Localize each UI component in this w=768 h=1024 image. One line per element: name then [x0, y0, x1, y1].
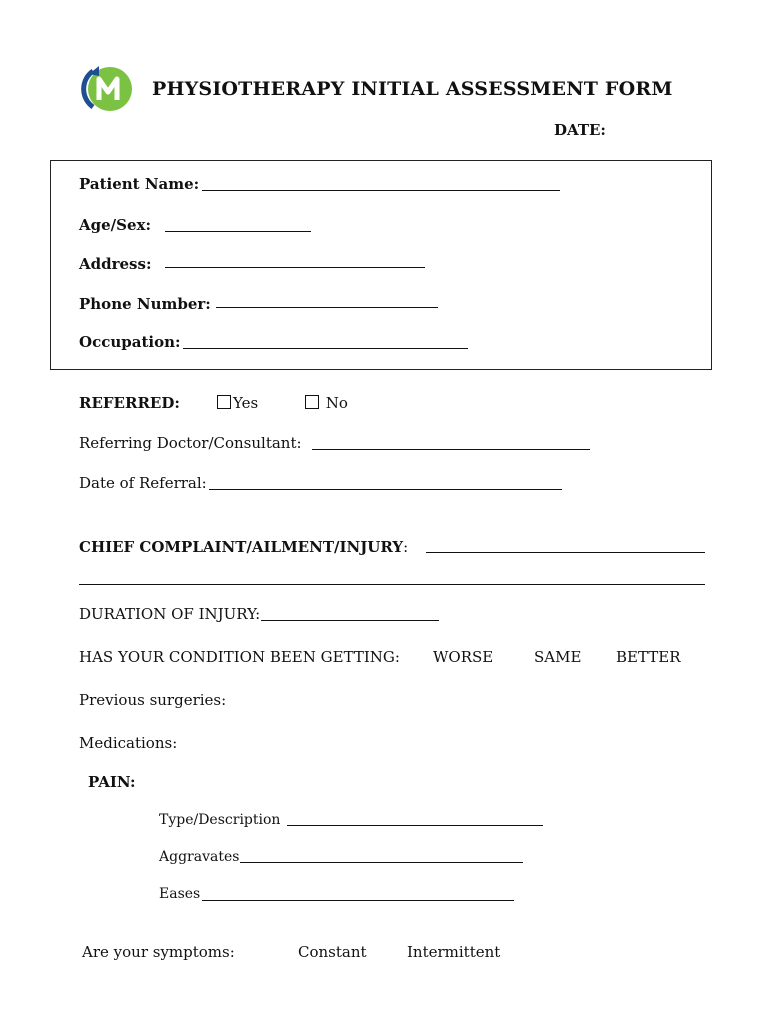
referring-doctor-field[interactable] — [312, 449, 590, 450]
pain-type-label: Type/Description — [159, 812, 281, 828]
pain-eases-field[interactable] — [202, 900, 514, 901]
duration-of-injury-field[interactable] — [261, 620, 439, 621]
phone-number-field[interactable] — [216, 307, 438, 308]
pain-aggravates-label: Aggravates — [159, 849, 240, 865]
pain-type-field[interactable] — [287, 825, 543, 826]
occupation-label: Occupation: — [79, 333, 181, 351]
chief-complaint-label — [79, 538, 408, 556]
clinic-logo — [79, 62, 135, 114]
page-title: PHYSIOTHERAPY INITIAL ASSESSMENT FORM — [152, 78, 673, 100]
occupation-field[interactable] — [183, 348, 468, 349]
referring-doctor-label: Referring Doctor/Consultant: — [79, 434, 302, 452]
date-label: DATE: — [554, 121, 606, 139]
chief-complaint-field-line-2[interactable] — [79, 584, 705, 585]
patient-name-label: Patient Name: — [79, 175, 200, 193]
chief-complaint-field[interactable] — [426, 552, 705, 553]
no-checkbox[interactable] — [305, 395, 319, 409]
pain-aggravates-field[interactable] — [240, 862, 523, 863]
address-field[interactable] — [165, 267, 425, 268]
previous-surgeries-label: Previous surgeries: — [79, 691, 227, 709]
referred-yes-option[interactable] — [217, 394, 258, 412]
yes-checkbox[interactable] — [217, 395, 231, 409]
address-label: Address: — [79, 255, 152, 273]
condition-option-same[interactable]: SAME — [534, 648, 582, 666]
duration-of-injury-label: DURATION OF INJURY: — [79, 605, 261, 623]
symptoms-label: Are your symptoms: — [82, 943, 235, 961]
symptoms-option-constant[interactable]: Constant — [298, 943, 367, 961]
age-sex-label: Age/Sex: — [79, 216, 152, 234]
condition-label: HAS YOUR CONDITION BEEN GETTING: — [79, 648, 400, 666]
date-of-referral-label: Date of Referral: — [79, 474, 207, 492]
condition-option-better[interactable]: BETTER — [616, 648, 681, 666]
pain-eases-label: Eases — [159, 886, 201, 902]
symptoms-option-intermittent[interactable]: Intermittent — [407, 943, 501, 961]
referred-no-option[interactable] — [305, 394, 348, 412]
condition-option-worse[interactable]: WORSE — [433, 648, 494, 666]
date-of-referral-field[interactable] — [209, 489, 562, 490]
age-sex-field[interactable] — [165, 231, 311, 232]
referred-label: REFERRED: — [79, 394, 180, 412]
chief-complaint-colon: : — [403, 538, 409, 556]
chief-complaint-text: CHIEF COMPLAINT/AILMENT/INJURY — [79, 538, 404, 556]
pain-heading: PAIN: — [88, 773, 136, 791]
yes-label: Yes — [233, 394, 259, 412]
medications-label: Medications: — [79, 734, 178, 752]
patient-name-field[interactable] — [202, 190, 560, 191]
no-label: No — [325, 394, 348, 412]
phone-number-label: Phone Number: — [79, 295, 211, 313]
